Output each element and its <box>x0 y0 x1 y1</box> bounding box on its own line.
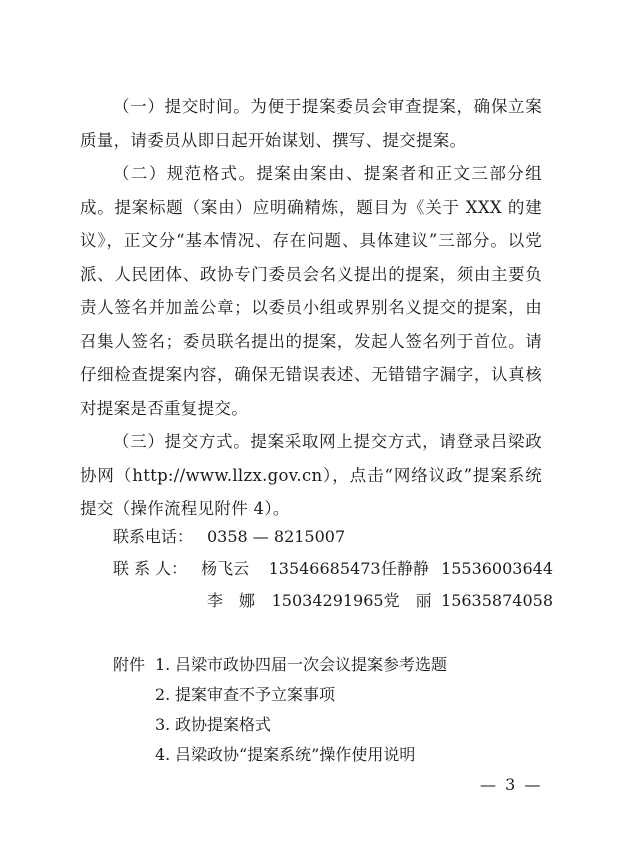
contact-tel: 13546685473 <box>268 559 381 578</box>
attachments-prefix: 附件 <box>113 655 146 674</box>
attachment-item <box>113 680 447 710</box>
contact-tel: 15536003644 <box>441 559 554 578</box>
attachment-number: 2. <box>155 685 171 704</box>
phone-label: 联系电话： <box>113 527 194 546</box>
attachment-item <box>113 740 447 770</box>
attachment-item <box>113 710 447 740</box>
contact-phone-row <box>113 521 553 553</box>
contact-name: 李 娜 <box>207 591 256 610</box>
paragraph-submission-method: （三）提交方式。提案采取网上提交方式，请登录吕梁政协网（http://www.llzx.gov.cn），点击“网络议政”提案系统提交（操作流程见附件 4）。 <box>80 432 542 518</box>
phone-number: 0358 — 8215007 <box>207 527 346 546</box>
paragraph-submission-time: （一）提交时间。为便于提案委员会审查提案，确保立案质量，请委员从即日起开始谋划、撰写、提交提案。 <box>80 97 542 150</box>
attachment-title: 吕梁市政协四届一次会议提案参考选题 <box>175 655 448 674</box>
attachment-title: 提案审查不予立案事项 <box>175 685 336 704</box>
person-label: 联 系 人： <box>113 559 188 578</box>
attachment-number: 3. <box>155 715 171 734</box>
attachment-title: 吕梁政协“提案系统”操作使用说明 <box>175 745 416 764</box>
attachment-title: 政协提案格式 <box>175 715 272 734</box>
contact-block <box>113 521 553 617</box>
page-number: — 3 — <box>480 775 543 794</box>
contact-name: 任静静 <box>381 559 430 578</box>
attachment-number: 4. <box>155 745 171 764</box>
contact-tel: 15635874058 <box>441 591 553 610</box>
contact-person-row <box>113 585 553 617</box>
contact-tel: 15034291965 <box>271 591 384 610</box>
attachment-item <box>113 650 447 680</box>
contact-name: 杨飞云 <box>201 559 250 578</box>
contact-person-row <box>113 553 553 585</box>
body-text <box>80 90 542 526</box>
paragraph-format: （二）规范格式。提案由案由、提案者和正文三部分组成。提案标题（案由）应明确精炼，题目为《关于 XXX 的建议》，正文分“基本情况、存在问题、具体建议”三部分。以党派、人民团体、政协专门委员会名义提出的提案，须由主要负责人签名并加盖公章；以委员小组或界别名义提交的提案，由召集人签名；委员联名提出的提案，发起人签名列于首位。请仔细检查提案内容，确保无错误表述、无错错字漏字，认真核对提案是否重复提交。 <box>80 164 542 418</box>
attachment-number: 1. <box>155 655 171 674</box>
attachments-list <box>113 650 447 770</box>
contact-name: 党 丽 <box>383 591 432 610</box>
